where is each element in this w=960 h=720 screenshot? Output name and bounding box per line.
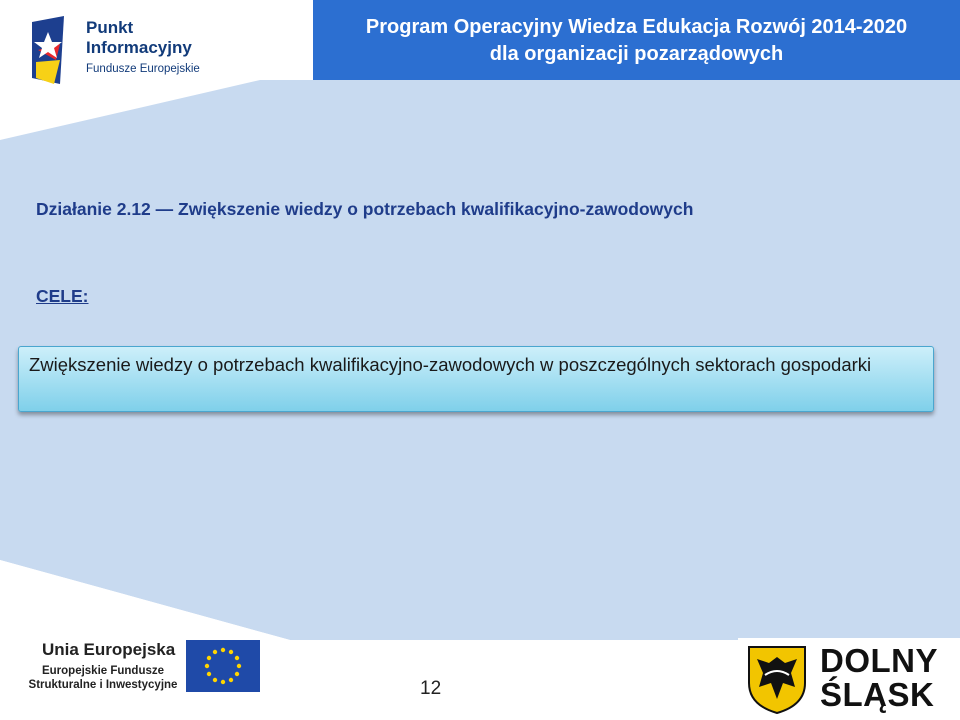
eu-title: Unia Europejska: [42, 640, 176, 659]
eu-subtitle: [28, 664, 178, 692]
eu-subtitle-line2: Strukturalne i Inwestycyjne: [28, 679, 178, 691]
goals-label: CELE:: [36, 286, 89, 306]
fundusze-star-icon: [30, 14, 76, 86]
goal-text: Zwiększenie wiedzy o potrzebach kwalifikacyjno-zawodowych w poszczególnych sektorach gospodarki: [29, 354, 872, 375]
punkt-informacyjny-logo: [30, 14, 220, 88]
goal-box: [18, 346, 934, 412]
region-name-line2: ŚLĄSK: [820, 676, 935, 713]
logo-line-informacyjny: Informacyjny: [86, 38, 192, 57]
eu-flag-icon: [186, 640, 260, 692]
program-title-line1: Program Operacyjny Wiedza Edukacja Rozwój 2014-2020: [365, 16, 908, 38]
logo-line-fundusze: Fundusze Europejskie: [86, 63, 200, 75]
logo-line-punkt: Punkt: [86, 18, 134, 37]
program-title: [313, 14, 960, 68]
action-title: Działanie 2.12 — Zwiększenie wiedzy o potrzebach kwalifikacyjno-zawodowych: [36, 199, 694, 219]
eu-subtitle-line1: Europejskie Fundusze: [41, 665, 165, 677]
eagle-crest-icon: [745, 643, 809, 715]
region-name-line1: DOLNY: [820, 642, 938, 679]
program-title-line2: dla organizacji pozarządowych: [489, 43, 784, 65]
page-number: 12: [420, 678, 442, 699]
